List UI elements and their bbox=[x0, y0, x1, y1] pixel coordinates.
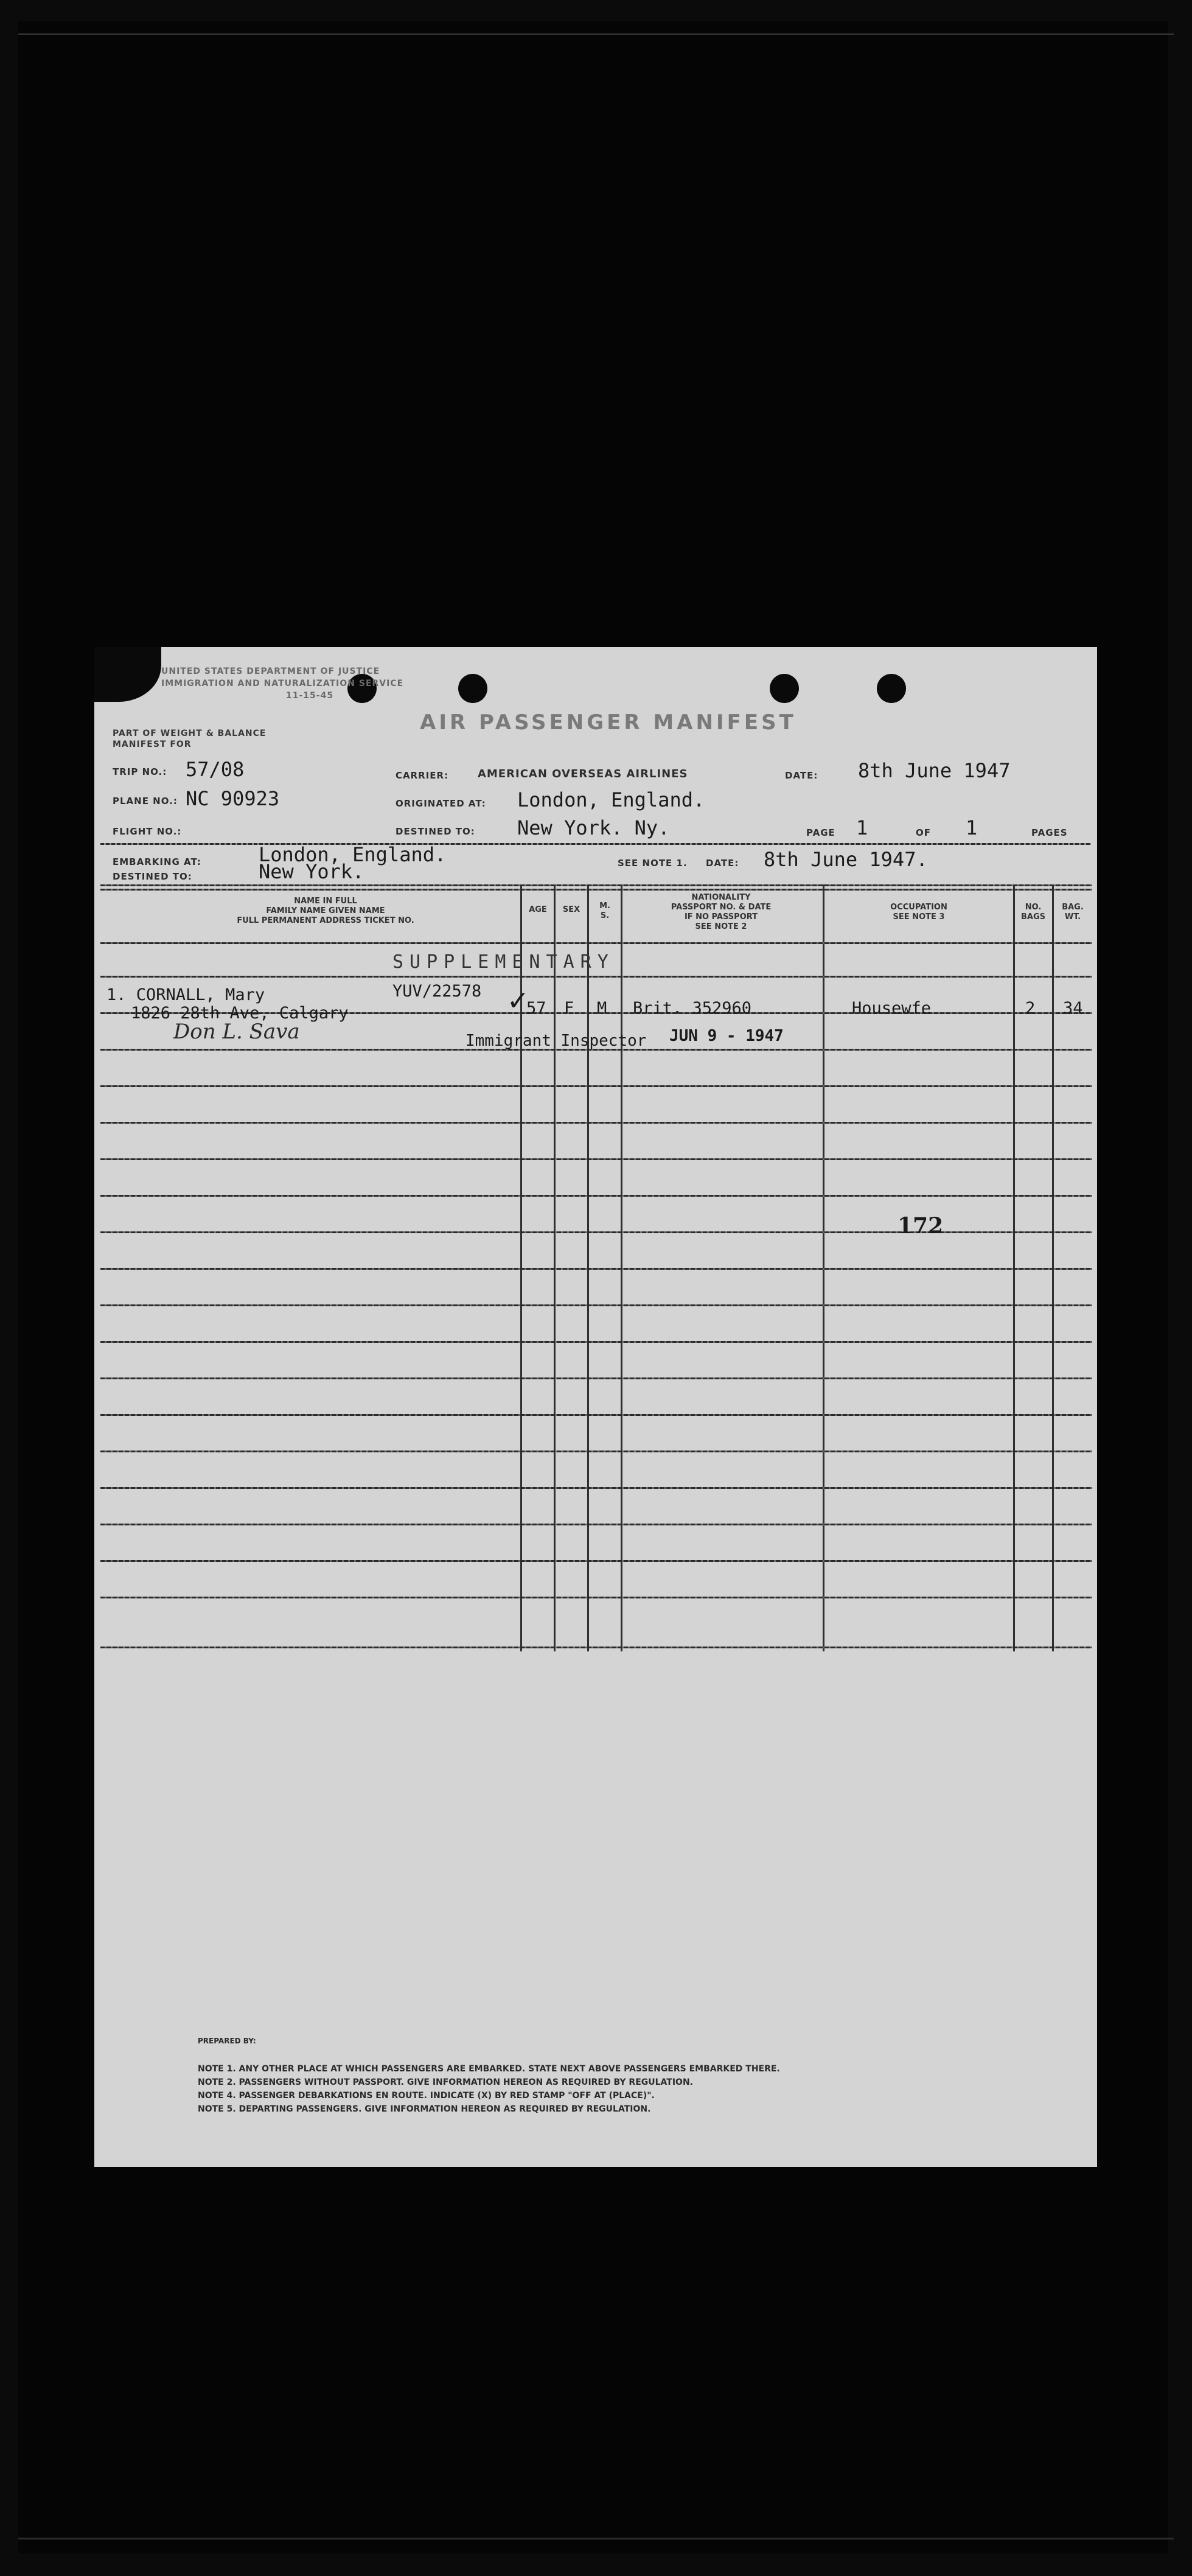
passenger-marital-status: M bbox=[597, 999, 607, 1018]
table-row-line bbox=[100, 1414, 1092, 1416]
service-name: IMMIGRATION AND NATURALIZATION SERVICE bbox=[161, 679, 404, 688]
col-header-occupation: OCCUPATION SEE NOTE 3 bbox=[890, 903, 947, 922]
col-header-sex: SEX bbox=[562, 905, 580, 914]
form-date: 11-15-45 bbox=[286, 691, 334, 701]
film-edge-bottom bbox=[18, 2538, 1174, 2539]
trip-value: 57/08 bbox=[186, 758, 245, 781]
plane-label: PLANE NO.: bbox=[113, 796, 178, 807]
embark-date-label: DATE: bbox=[706, 858, 739, 869]
passenger-age: 57 bbox=[526, 999, 546, 1018]
manifest-for-label: MANIFEST FOR bbox=[113, 740, 192, 749]
destined-to-label: DESTINED TO: bbox=[113, 871, 192, 882]
note-4: NOTE 4. PASSENGER DEBARKATIONS EN ROUTE. INDICATE (X) BY RED STAMP "OFF AT (PLACE)". bbox=[198, 2091, 655, 2101]
supplementary-banner: SUPPLEMENTARY bbox=[392, 951, 615, 973]
plane-value: NC 90923 bbox=[186, 787, 280, 810]
table-row-line bbox=[100, 1377, 1092, 1379]
see-note-label: SEE NOTE 1. bbox=[618, 858, 688, 869]
table-row-line bbox=[100, 1524, 1092, 1525]
page-label: PAGE bbox=[806, 827, 835, 838]
destined-to-value: New York. bbox=[259, 860, 364, 883]
passenger-passport: Brit. 352960 bbox=[633, 999, 752, 1018]
carrier-label: CARRIER: bbox=[396, 770, 449, 781]
carrier-value: AMERICAN OVERSEAS AIRLINES bbox=[478, 768, 688, 780]
embarking-value: London, England. bbox=[259, 843, 447, 866]
col-header-bags: NO. BAGS bbox=[1020, 903, 1045, 922]
col-header-age: AGE bbox=[529, 905, 547, 914]
check-mark: ✓ bbox=[507, 985, 529, 1017]
passenger-name: 1. CORNALL, Mary bbox=[106, 985, 265, 1004]
passenger-ticket: YUV/22578 bbox=[392, 982, 482, 1001]
date-label: DATE: bbox=[785, 770, 818, 781]
section-divider bbox=[100, 843, 1091, 845]
punch-hole bbox=[458, 674, 487, 703]
table-row-line bbox=[100, 976, 1092, 978]
of-value: 1 bbox=[966, 816, 978, 839]
passenger-sex: F bbox=[564, 999, 574, 1018]
trip-label: TRIP NO.: bbox=[113, 766, 167, 777]
table-row-line bbox=[100, 942, 1092, 944]
prepared-by-label: PREPARED BY: bbox=[198, 2037, 256, 2045]
table-rule bbox=[100, 884, 1092, 886]
passenger-bags: 2 bbox=[1025, 999, 1036, 1018]
table-row-line bbox=[100, 1085, 1092, 1087]
table-row-line bbox=[100, 1451, 1092, 1452]
table-row-line bbox=[100, 1231, 1092, 1233]
passenger-table bbox=[100, 884, 1092, 1651]
embarking-label: EMBARKING AT: bbox=[113, 856, 201, 867]
table-rule bbox=[100, 889, 1092, 891]
col-header-ms: M. S. bbox=[599, 901, 610, 920]
col-header-nationality: NATIONALITY PASSPORT NO. & DATE IF NO PASSPORT SEE NOTE 2 bbox=[671, 893, 772, 931]
table-row-line bbox=[100, 1122, 1092, 1124]
handwritten-page-number: 172 bbox=[897, 1213, 944, 1239]
inspector-signature: Don L. Sava bbox=[173, 1020, 300, 1044]
note-1: NOTE 1. ANY OTHER PLACE AT WHICH PASSENGERS ARE EMBARKED. STATE NEXT ABOVE PASSENGERS EMBARKED THERE. bbox=[198, 2064, 780, 2074]
destined-value: New York. Ny. bbox=[517, 816, 670, 839]
date-value: 8th June 1947 bbox=[858, 759, 1011, 782]
dept-name: UNITED STATES DEPARTMENT OF JUSTICE bbox=[161, 667, 380, 676]
manifest-sheet bbox=[94, 647, 1097, 2167]
punch-hole bbox=[877, 674, 906, 703]
embark-date-value: 8th June 1947. bbox=[764, 848, 928, 871]
manifest-title: AIR PASSENGER MANIFEST bbox=[420, 710, 796, 735]
originated-value: London, England. bbox=[517, 788, 705, 811]
table-row-line bbox=[100, 1268, 1092, 1270]
punch-hole bbox=[770, 674, 799, 703]
destined-label: DESTINED TO: bbox=[396, 826, 475, 837]
torn-corner bbox=[94, 647, 161, 702]
table-row-line bbox=[100, 1195, 1092, 1197]
flight-label: FLIGHT NO.: bbox=[113, 826, 182, 837]
table-bottom-line bbox=[100, 1647, 1092, 1648]
note-2: NOTE 2. PASSENGERS WITHOUT PASSPORT. GIVE INFORMATION HEREON AS REQUIRED BY REGULATION. bbox=[198, 2077, 693, 2087]
table-row-line bbox=[100, 1487, 1092, 1489]
table-row-line bbox=[100, 1560, 1092, 1562]
table-row-line bbox=[100, 1597, 1092, 1598]
note-5: NOTE 5. DEPARTING PASSENGERS. GIVE INFORMATION HEREON AS REQUIRED BY REGULATION. bbox=[198, 2104, 651, 2114]
col-header-weight: BAG. WT. bbox=[1062, 903, 1084, 922]
page-value: 1 bbox=[856, 816, 868, 839]
inspection-date-stamp: JUN 9 - 1947 bbox=[669, 1027, 784, 1045]
table-row-line bbox=[100, 1341, 1092, 1343]
passenger-occupation: Housewfe bbox=[852, 999, 932, 1018]
originated-label: ORIGINATED AT: bbox=[396, 798, 486, 809]
table-row-line bbox=[100, 1158, 1092, 1160]
inspector-title: Immigrant Inspector bbox=[465, 1032, 647, 1050]
of-label: OF bbox=[916, 827, 931, 838]
passenger-address: 1826 28th Ave, Calgary bbox=[131, 1004, 349, 1023]
col-header-name: NAME IN FULL FAMILY NAME GIVEN NAME FULL PERMANENT ADDRESS TICKET NO. bbox=[237, 897, 414, 925]
table-row-line bbox=[100, 1304, 1092, 1306]
pages-label: PAGES bbox=[1031, 827, 1068, 838]
film-edge-top bbox=[18, 33, 1174, 35]
weight-balance-label: PART OF WEIGHT & BALANCE bbox=[113, 729, 267, 738]
passenger-bag-weight: 34 bbox=[1063, 999, 1083, 1018]
